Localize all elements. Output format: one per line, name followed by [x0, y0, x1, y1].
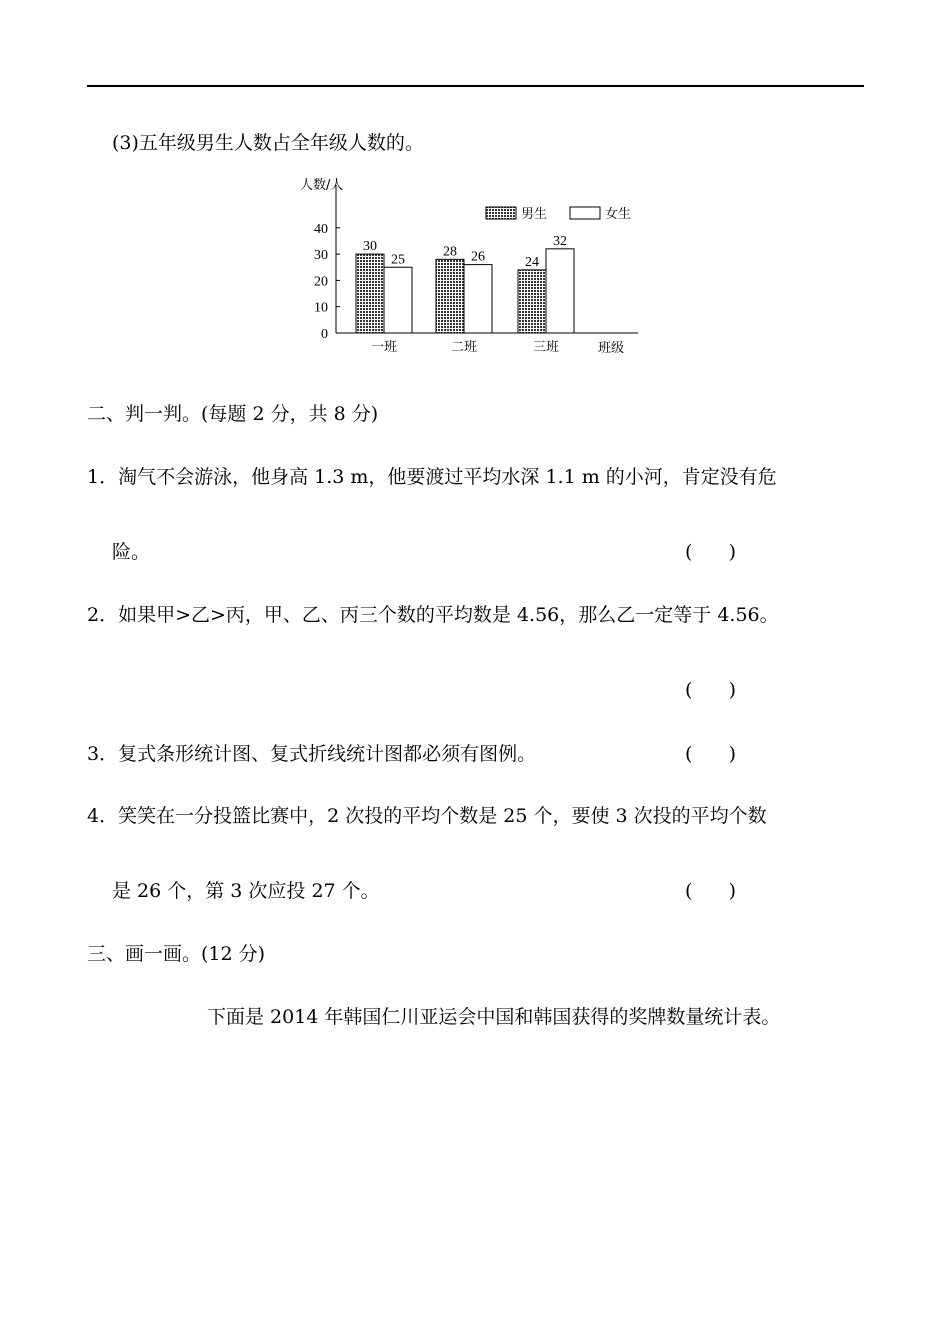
- bar-chart: [300, 170, 650, 365]
- bar-girls: [546, 249, 574, 333]
- bar-boys: [436, 259, 464, 333]
- category-label: 一班: [370, 340, 398, 355]
- bar-boys: [356, 254, 384, 333]
- section2-heading: 二、判一判。(每题 2 分，共 8 分): [87, 403, 379, 425]
- y-tick-label: 30: [314, 248, 328, 264]
- y-axis-title: 人数/人: [300, 178, 344, 193]
- y-tick-label: 10: [314, 300, 328, 316]
- data-label: 28: [443, 244, 457, 260]
- q3-line1: 3．复式条形统计图、复式折线统计图都必须有图例。: [87, 743, 537, 765]
- legend-swatch: [486, 207, 516, 219]
- q4-line2: 是 26 个，第 3 次应投 27 个。: [112, 880, 380, 902]
- q4-answer-paren[interactable]: ( ): [685, 880, 737, 902]
- data-label: 26: [471, 249, 485, 265]
- q4-line1: 4．笑笑在一分投篮比赛中，2 次投的平均个数是 25 个，要使 3 次投的平均个数: [87, 805, 767, 827]
- q1-line2: 险。: [112, 541, 151, 563]
- y-tick-label: 0: [321, 327, 328, 342]
- q1-line1: 1．淘气不会游泳，他身高 1.3 m，他要渡过平均水深 1.1 m 的小河，肯定没有危: [87, 466, 777, 488]
- category-label: 三班: [532, 340, 560, 355]
- section3-heading: 三、画一画。(12 分): [87, 943, 266, 965]
- data-label: 25: [391, 252, 405, 268]
- part3-question: (3)五年级男生人数占全年级人数的。: [112, 132, 424, 154]
- q3-answer-paren[interactable]: ( ): [685, 743, 737, 765]
- x-axis-title: 班级: [598, 341, 625, 356]
- section3-intro: 下面是 2014 年韩国仁川亚运会中国和韩国获得的奖牌数量统计表。: [207, 1006, 781, 1028]
- bar-boys: [518, 270, 546, 333]
- data-label: 24: [525, 254, 539, 270]
- bar-girls: [464, 265, 492, 333]
- legend-label: 女生: [605, 207, 632, 222]
- q2-line1: 2．如果甲>乙>丙，甲、乙、丙三个数的平均数是 4.56，那么乙一定等于 4.56。: [87, 604, 779, 626]
- bar-girls: [384, 267, 412, 333]
- data-label: 30: [363, 239, 377, 255]
- legend-label: 男生: [521, 207, 548, 222]
- y-tick-label: 20: [314, 274, 328, 290]
- header-rule: [87, 85, 864, 87]
- q2-answer-paren[interactable]: ( ): [685, 679, 737, 701]
- y-tick-label: 40: [314, 221, 328, 237]
- legend-swatch: [570, 207, 600, 219]
- q1-answer-paren[interactable]: ( ): [685, 541, 737, 563]
- category-label: 二班: [450, 340, 478, 355]
- data-label: 32: [553, 233, 567, 249]
